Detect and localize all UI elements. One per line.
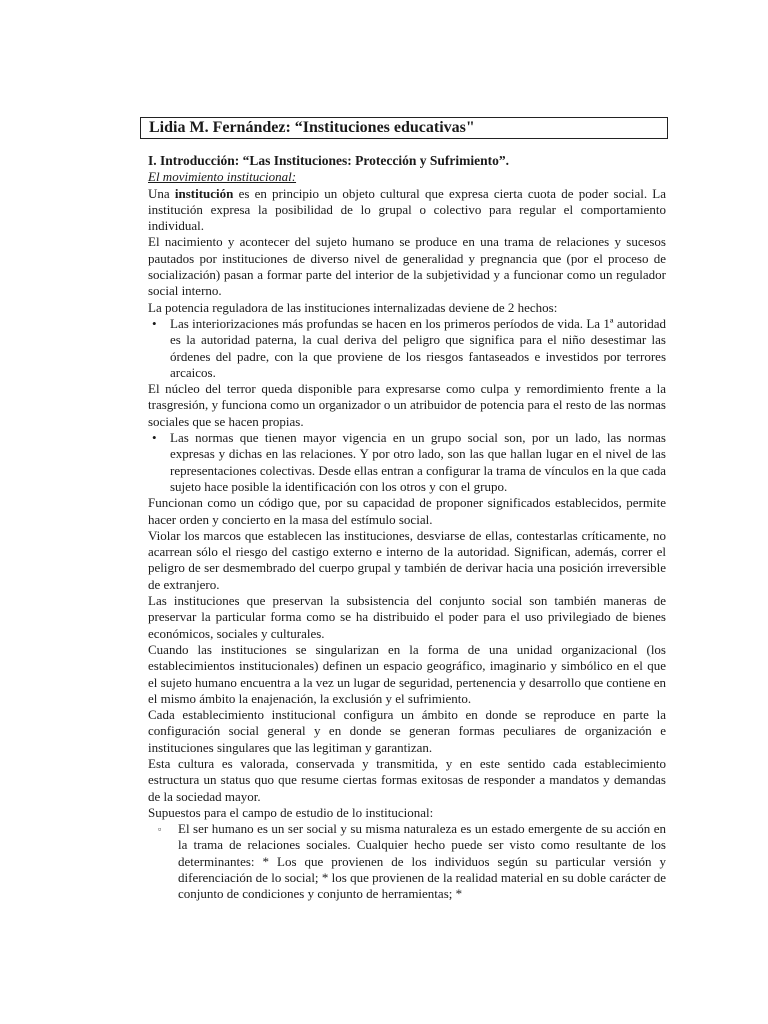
document-title: Lidia M. Fernández: “Instituciones educativas" xyxy=(140,117,668,139)
paragraph: Las instituciones que preservan la subsistencia del conjunto social son también maneras de preservar la particular forma como se ha distribuido el poder para el uso privilegiado de bienes económicos, sociales y culturales. xyxy=(148,593,666,641)
document-body xyxy=(148,153,666,903)
intro-rest: es en principio un objeto cultural que expresa cierta cuota de poder social. La institución expresa la posibilidad de lo grupal o colectivo para regular el comportamiento individual. xyxy=(148,185,666,234)
sub-bullet-item xyxy=(148,821,666,902)
paragraph: Supuestos para el campo de estudio de lo institucional: xyxy=(148,804,434,820)
paragraph: Funcionan como un código que, por su capacidad de proponer significados establecidos, permite hacer orden y concierto en la masa del estímulo social. xyxy=(148,495,666,527)
intro-lead: Una xyxy=(148,185,175,201)
bullet-mark: • xyxy=(152,315,157,331)
bullet-text: Las interiorizaciones más profundas se hacen en los primeros períodos de vida. La 1ª autoridad es la autoridad paterna, la cual deriva del peligro que significa para el niño desestimar las órdenes del padre, con la que proviene de los riesgos fantaseados e investidos por terrores arcaicos. xyxy=(170,315,666,380)
paragraph-intro xyxy=(148,186,666,235)
sub-bullet-mark: ▫ xyxy=(158,824,162,835)
paragraph: Cuando las instituciones se singularizan en la forma de una unidad organizacional (los establecimientos institucionales) definen un espacio geográfico, imaginario y simbólico en el que el sujeto humano encuentra a la vez un lugar de seguridad, pertenencia y desarrollo que contiene en el mismo ámbito la enajenación, la exclusión y el sufrimiento. xyxy=(148,641,666,706)
section-subtitle: El movimiento institucional: xyxy=(148,169,297,185)
bullet-text: Las normas que tienen mayor vigencia en un grupo social son, por un lado, las normas expresas y dichas en las relaciones. Y por otro lado, son las que hallan lugar en el nivel de las representaciones colectivas. Desde ellas entran a configurar la trama de vínculos en la que cada sujeto hace posible la identificación con los otros y con el grupo. xyxy=(170,430,666,494)
section-title: I. Introducción: “Las Instituciones: Protección y Sufrimiento”. xyxy=(148,153,509,168)
bullet-item xyxy=(148,430,666,495)
bullet-mark: • xyxy=(152,430,157,446)
paragraph: El núcleo del terror queda disponible para expresarse como culpa y remordimiento frente a la trasgresión, y funciona como un organizador o un atribuidor de potencia para el resto de las normas sociales que se hacen propias. xyxy=(148,381,666,429)
paragraph: Esta cultura es valorada, conservada y transmitida, y en este sentido cada establecimiento estructura un status quo que resume ciertas formas exitosas de responder a mandatos y demandas de la sociedad mayor. xyxy=(148,755,666,804)
paragraph: El nacimiento y acontecer del sujeto humano se produce en una trama de relaciones y sucesos pautados por instituciones de diverso nivel de generalidad y pregnancia que (por el proceso de socialización) pasan a formar parte del interior de la subjetividad y a funcionar como un regulador social interno. xyxy=(148,234,666,299)
paragraph: La potencia reguladora de las instituciones internalizadas deviene de 2 hechos: xyxy=(148,299,558,315)
bullet-item xyxy=(148,316,666,381)
intro-keyword: institución xyxy=(174,185,234,201)
paragraph: Cada establecimiento institucional configura un ámbito en donde se reproduce en parte la configuración social general y en donde se generan formas peculiares de organización e instituciones singulares que las legitiman y garantizan. xyxy=(148,707,666,755)
paragraph: Violar los marcos que establecen las instituciones, desviarse de ellas, contestarlas críticamente, no acarrean sólo el riesgo del castigo externo e interno de la autoridad. Significan, además, correr el peligro de ser desmembrado del cuerpo grupal y también de derivar hacia una posición irreversible de extranjero. xyxy=(148,527,666,592)
sub-bullet-text: El ser humano es un ser social y su misma naturaleza es un estado emergente de su acción en la trama de relaciones sociales. Cualquier hecho puede ser visto como resultante de los determinantes: * Los que provienen de los individuos según su particular versión y diferenciación de lo social; * los que provienen de la realidad material en su doble carácter de conjunto de condiciones y conjunto de herramientas; * xyxy=(178,821,666,902)
